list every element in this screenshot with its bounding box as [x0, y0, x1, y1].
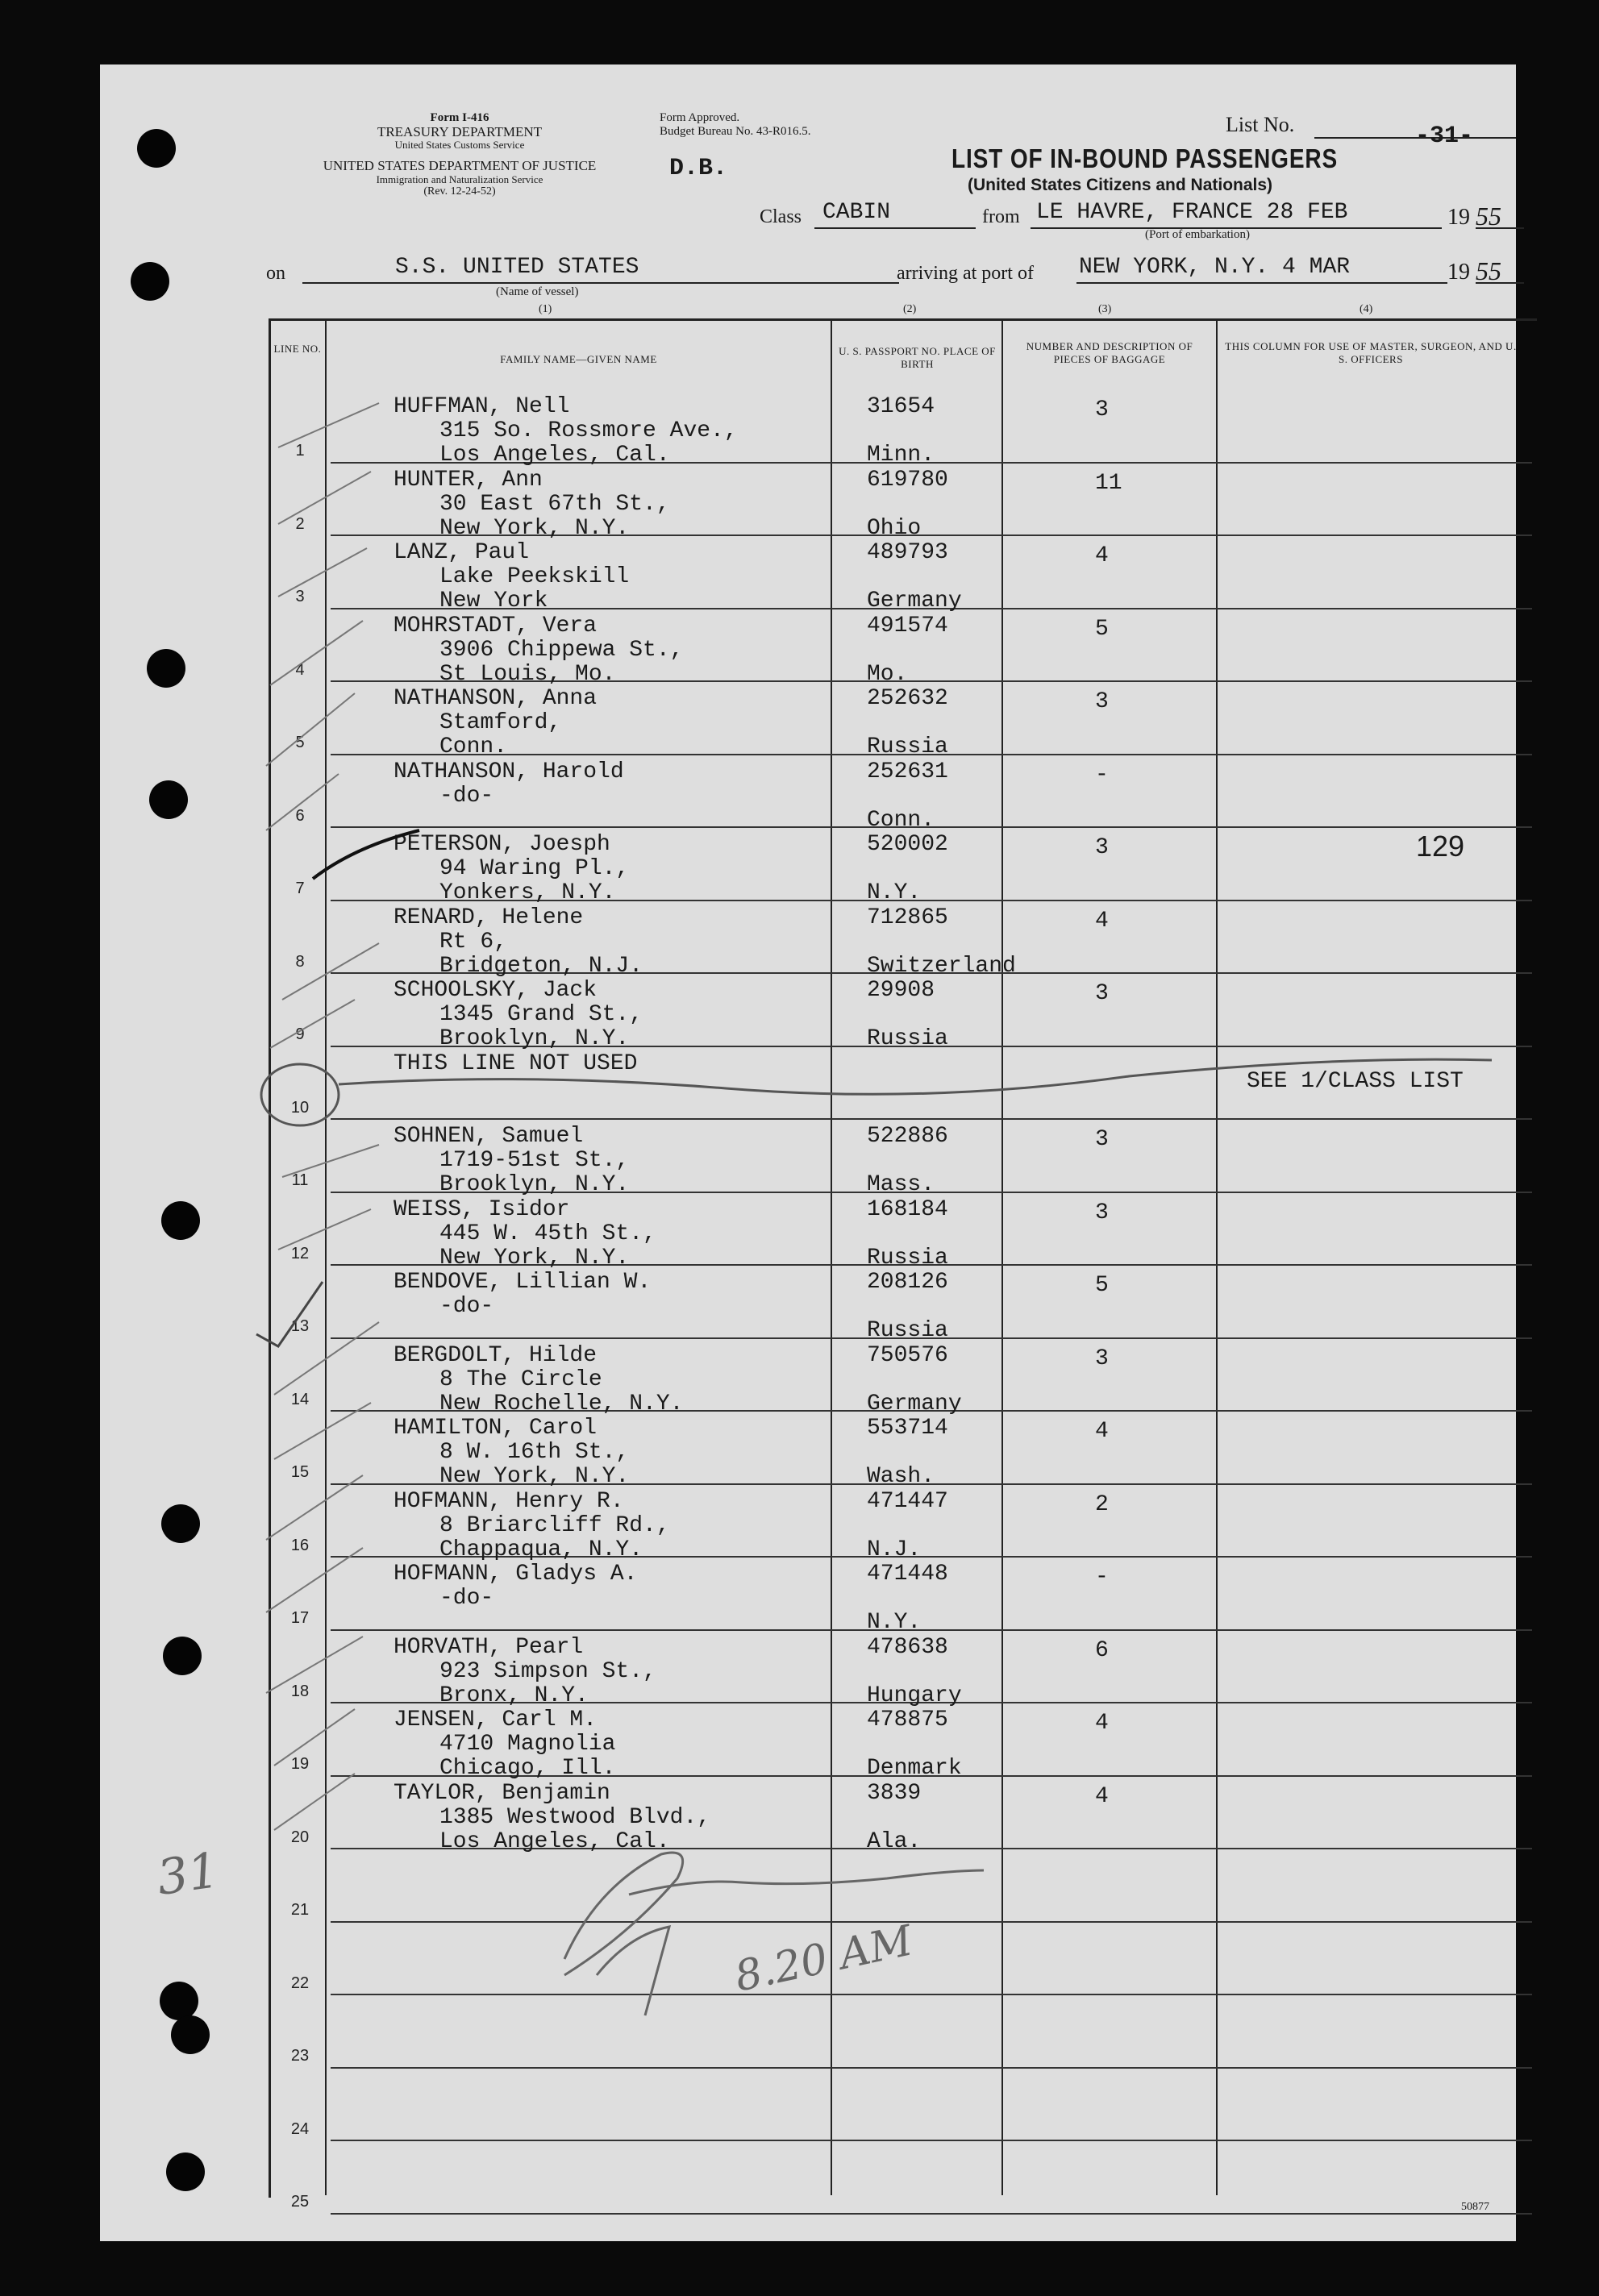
baggage-count: 5	[1095, 1273, 1109, 1298]
list-no-value: -31-	[1415, 123, 1474, 150]
place-of-birth: N.Y.	[867, 880, 922, 905]
place-of-birth: Russia	[867, 1318, 948, 1343]
on-label: on	[266, 263, 285, 284]
address-line-1: Rt 6,	[439, 929, 508, 955]
address-line-2: New Rochelle, N.Y.	[439, 1391, 684, 1416]
arrival-year-prefix: 19	[1447, 260, 1470, 285]
passenger-name: JENSEN, Carl M.	[394, 1707, 598, 1732]
col-header-baggage: NUMBER AND DESCRIPTION OF PIECES OF BAGGAGE	[1026, 340, 1193, 366]
address-line-2: New York, N.Y.	[439, 515, 630, 541]
header-left-block	[266, 111, 653, 198]
passenger-name: TAYLOR, Benjamin	[394, 1780, 610, 1806]
passport-number: 252632	[867, 686, 948, 711]
class-value: CABIN	[822, 200, 891, 225]
passport-number: 252631	[867, 759, 948, 784]
from-label: from	[982, 206, 1020, 227]
address-line-2: St Louis, Mo.	[439, 661, 616, 687]
passport-number: 208126	[867, 1270, 948, 1295]
pencil-time: 8.20 AM	[731, 1916, 917, 2002]
form-number: Form I-416	[430, 111, 489, 124]
vessel-line	[302, 282, 899, 284]
place-of-birth: Ala.	[867, 1828, 922, 1854]
passenger-name: HAMILTON, Carol	[394, 1416, 598, 1441]
passenger-name: BERGDOLT, Hilde	[394, 1342, 598, 1368]
passport-number: 478638	[867, 1634, 948, 1660]
form-revision: (Rev. 12-24-52)	[423, 185, 496, 198]
passenger-name: MOHRSTADT, Vera	[394, 613, 598, 638]
vessel-name: S.S. UNITED STATES	[395, 255, 639, 280]
baggage-count: 3	[1095, 689, 1109, 714]
passenger-name: THIS LINE NOT USED	[394, 1050, 638, 1076]
embark-caption: (Port of embarkation)	[1145, 228, 1250, 241]
row-divider	[331, 1118, 1532, 1120]
line-number: 24	[290, 2119, 310, 2138]
punch-hole	[137, 129, 176, 168]
address-line-1: -do-	[439, 1294, 494, 1319]
passenger-name: NATHANSON, Harold	[394, 759, 624, 784]
line-number: 3	[295, 588, 305, 605]
punch-hole	[163, 1637, 202, 1675]
from-year-prefix: 19	[1447, 205, 1470, 230]
line-number: 4	[295, 660, 305, 679]
baggage-count: 3	[1095, 1127, 1109, 1152]
passport-number: 553714	[867, 1416, 948, 1441]
col-num-3: (3)	[1098, 303, 1112, 315]
col-header-officers: THIS COLUMN FOR USE OF MASTER, SURGEON, AND U. S. OFFICERS	[1225, 340, 1517, 366]
punch-hole	[131, 262, 169, 301]
line-number: 2	[295, 514, 305, 533]
officer-note: SEE 1/CLASS LIST	[1247, 1068, 1464, 1094]
passport-number: 522886	[867, 1124, 948, 1149]
line-number: 1	[295, 442, 305, 460]
budget-bureau: Budget Bureau No. 43-R016.5.	[660, 125, 811, 138]
row-divider	[331, 2213, 1532, 2215]
col-num-1: (1)	[539, 303, 552, 315]
baggage-count: 3	[1095, 835, 1109, 860]
place-of-birth: Russia	[867, 1245, 948, 1271]
treasury-dept: TREASURY DEPARTMENT	[377, 123, 543, 139]
passenger-name: RENARD, Helene	[394, 905, 584, 930]
line-number: 22	[290, 1974, 310, 1992]
baggage-count: 11	[1095, 470, 1122, 496]
passport-number: 478875	[867, 1707, 948, 1732]
col-divider	[325, 318, 327, 2195]
baggage-count: 4	[1095, 1783, 1109, 1809]
address-line-1: -do-	[439, 783, 494, 809]
baggage-count: 5	[1095, 616, 1109, 642]
justice-dept: UNITED STATES DEPARTMENT OF JUSTICE	[323, 158, 597, 174]
passenger-name: BENDOVE, Lillian W.	[394, 1270, 652, 1295]
address-line-1: 923 Simpson St.,	[439, 1658, 656, 1684]
passport-number: 168184	[867, 1196, 948, 1222]
passport-number: 750576	[867, 1342, 948, 1368]
address-line-2: Conn.	[439, 734, 508, 759]
margin-number: 31	[153, 1842, 223, 1907]
line-number: 14	[290, 1390, 310, 1408]
address-line-2: Chicago, Ill.	[439, 1756, 616, 1781]
place-of-birth: Minn.	[867, 443, 935, 468]
passport-number: 29908	[867, 978, 935, 1003]
place-of-birth: N.J.	[867, 1537, 922, 1562]
col-divider	[1216, 318, 1218, 2195]
db-mark: D.B.	[669, 155, 728, 182]
baggage-count: 4	[1095, 543, 1109, 568]
col-header-name: FAMILY NAME—GIVEN NAME	[500, 353, 657, 365]
row-divider	[331, 1921, 1532, 1923]
address-line-1: 4710 Magnolia	[439, 1732, 616, 1757]
from-year: 55	[1476, 202, 1501, 231]
address-line-1: 1345 Grand St.,	[439, 1002, 643, 1027]
line-number: 12	[290, 1244, 310, 1262]
address-line-2: Brooklyn, N.Y.	[439, 1026, 630, 1051]
address-line-1: 8 Briarcliff Rd.,	[439, 1512, 670, 1538]
passenger-name: SOHNEN, Samuel	[394, 1124, 584, 1149]
passenger-name: HUFFMAN, Nell	[394, 394, 570, 419]
passport-number: 712865	[867, 905, 948, 930]
place-of-birth: Germany	[867, 589, 962, 614]
row-divider	[331, 2140, 1532, 2141]
passenger-name: HORVATH, Pearl	[394, 1634, 584, 1660]
line-number: 10	[290, 1098, 310, 1117]
place-of-birth: Mo.	[867, 661, 908, 687]
line-number: 16	[290, 1536, 310, 1554]
line-number: 8	[295, 952, 305, 971]
line-number: 7	[295, 880, 305, 897]
address-line-2: New York, N.Y.	[439, 1464, 630, 1489]
address-line-1: 445 W. 45th St.,	[439, 1221, 656, 1246]
place-of-birth: Mass.	[867, 1172, 935, 1197]
row-divider	[331, 2067, 1532, 2069]
arrival-year: 55	[1476, 256, 1501, 285]
line-number: 6	[295, 806, 305, 825]
address-line-2: Bridgeton, N.J.	[439, 953, 643, 979]
address-line-2: Bronx, N.Y.	[439, 1682, 589, 1708]
address-line-2: Brooklyn, N.Y.	[439, 1172, 630, 1197]
address-line-1: Lake Peekskill	[439, 564, 630, 589]
place-of-birth: Wash.	[867, 1464, 935, 1489]
form-approved: Form Approved.	[660, 111, 740, 124]
baggage-count: 4	[1095, 1419, 1109, 1444]
address-line-1: -do-	[439, 1586, 494, 1611]
line-number: 23	[290, 2047, 310, 2065]
vessel-caption: (Name of vessel)	[496, 285, 579, 298]
passenger-name: HUNTER, Ann	[394, 467, 543, 493]
place-of-birth: Russia	[867, 1026, 948, 1051]
line-number: 9	[295, 1025, 305, 1043]
place-of-birth: Switzerland	[867, 953, 1016, 979]
address-line-1: 8 The Circle	[439, 1366, 602, 1392]
form-footer-number: 50877	[1461, 2201, 1489, 2213]
baggage-count: 4	[1095, 908, 1109, 934]
line-number: 17	[290, 1609, 310, 1627]
address-line-1: 1719-51st St.,	[439, 1148, 630, 1173]
baggage-count: -	[1095, 762, 1109, 788]
line-number: 5	[295, 734, 305, 751]
col-num-2: (2)	[903, 303, 917, 315]
punch-hole	[161, 1201, 200, 1240]
line-number: 21	[290, 1901, 310, 1919]
customs-service: United States Customs Service	[394, 139, 525, 152]
line-number: 25	[290, 2193, 310, 2211]
baggage-count: 3	[1095, 397, 1109, 422]
row-divider	[331, 1629, 1532, 1631]
baggage-count: 3	[1095, 981, 1109, 1006]
place-of-birth: Russia	[867, 734, 948, 759]
class-line	[814, 227, 976, 229]
page-subtitle: (United States Citizens and Nationals)	[968, 176, 1273, 194]
punch-hole	[166, 2152, 205, 2191]
place-of-birth: N.Y.	[867, 1610, 922, 1635]
baggage-count: 6	[1095, 1637, 1109, 1663]
place-of-birth: Ohio	[867, 515, 922, 541]
passport-number: 31654	[867, 394, 935, 419]
col-divider	[1001, 318, 1003, 2195]
passport-number: 619780	[867, 467, 948, 493]
punch-hole	[171, 2015, 210, 2054]
punch-hole	[161, 1504, 200, 1543]
line-number: 18	[290, 1682, 310, 1700]
baggage-count: 3	[1095, 1200, 1109, 1225]
passenger-name: PETERSON, Joesph	[394, 832, 610, 857]
arrival-port: NEW YORK, N.Y. 4 MAR	[1079, 255, 1351, 280]
class-label: Class	[760, 206, 802, 227]
address-line-2: New York	[439, 589, 548, 614]
place-of-birth: Germany	[867, 1391, 962, 1416]
punch-hole	[160, 1982, 198, 2020]
passenger-name: NATHANSON, Anna	[394, 686, 598, 711]
place-of-birth: Denmark	[867, 1756, 962, 1781]
col-num-4: (4)	[1360, 303, 1373, 315]
baggage-count: 3	[1095, 1346, 1109, 1371]
place-of-birth: Hungary	[867, 1682, 962, 1708]
line-number: 11	[291, 1171, 309, 1189]
address-line-1: 315 So. Rossmore Ave.,	[439, 418, 738, 443]
address-line-2: Los Angeles, Cal.	[439, 1828, 670, 1854]
address-line-1: 3906 Chippewa St.,	[439, 637, 684, 663]
address-line-1: 94 Waring Pl.,	[439, 856, 630, 881]
passenger-name: HOFMANN, Henry R.	[394, 1488, 624, 1514]
ins-service: Immigration and Naturalization Service	[376, 173, 543, 186]
passport-number: 489793	[867, 540, 948, 565]
baggage-count: -	[1095, 1565, 1109, 1590]
col-header-line-no: LINE NO.	[273, 343, 322, 355]
punch-hole	[149, 780, 188, 819]
passenger-name: HOFMANN, Gladys A.	[394, 1562, 638, 1587]
row-divider	[331, 1994, 1532, 1995]
list-no-label: List No.	[1226, 113, 1295, 136]
address-line-2: Yonkers, N.Y.	[439, 880, 616, 905]
from-year-line	[1476, 227, 1524, 229]
embark-port: LE HAVRE, FRANCE 28 FEB	[1036, 200, 1348, 225]
baggage-count: 4	[1095, 1711, 1109, 1736]
line-number: 13	[290, 1317, 310, 1335]
line-number: 20	[290, 1828, 310, 1846]
passport-number: 3839	[867, 1780, 922, 1806]
passenger-name: SCHOOLSKY, Jack	[394, 978, 598, 1003]
passport-number: 520002	[867, 832, 948, 857]
line-number: 15	[290, 1463, 310, 1481]
punch-hole	[147, 649, 185, 688]
page-title: LIST OF IN-BOUND PASSENGERS	[951, 144, 1339, 173]
place-of-birth: Conn.	[867, 807, 935, 833]
col-divider	[831, 318, 832, 2195]
address-line-2: Chappaqua, N.Y.	[439, 1537, 643, 1562]
address-line-1: 30 East 67th St.,	[439, 491, 670, 517]
baggage-count: 2	[1095, 1491, 1109, 1517]
address-line-1: 1385 Westwood Blvd.,	[439, 1804, 711, 1830]
col-header-passport: U. S. PASSPORT NO. PLACE OF BIRTH	[839, 345, 996, 371]
arriving-label: arriving at port of	[897, 263, 1034, 284]
address-line-2: Los Angeles, Cal.	[439, 443, 670, 468]
line-number: 19	[290, 1755, 310, 1773]
passport-number: 471448	[867, 1562, 948, 1587]
passenger-name: LANZ, Paul	[394, 540, 530, 565]
address-line-1: Stamford,	[439, 710, 562, 735]
arrival-year-line	[1476, 282, 1524, 284]
address-line-1: 8 W. 16th St.,	[439, 1440, 630, 1465]
officer-note: 129	[1416, 830, 1465, 863]
passport-number: 491574	[867, 613, 948, 638]
address-line-2: New York, N.Y.	[439, 1245, 630, 1271]
passenger-name: WEISS, Isidor	[394, 1196, 570, 1222]
arrival-line	[1076, 282, 1447, 284]
passport-number: 471447	[867, 1488, 948, 1514]
